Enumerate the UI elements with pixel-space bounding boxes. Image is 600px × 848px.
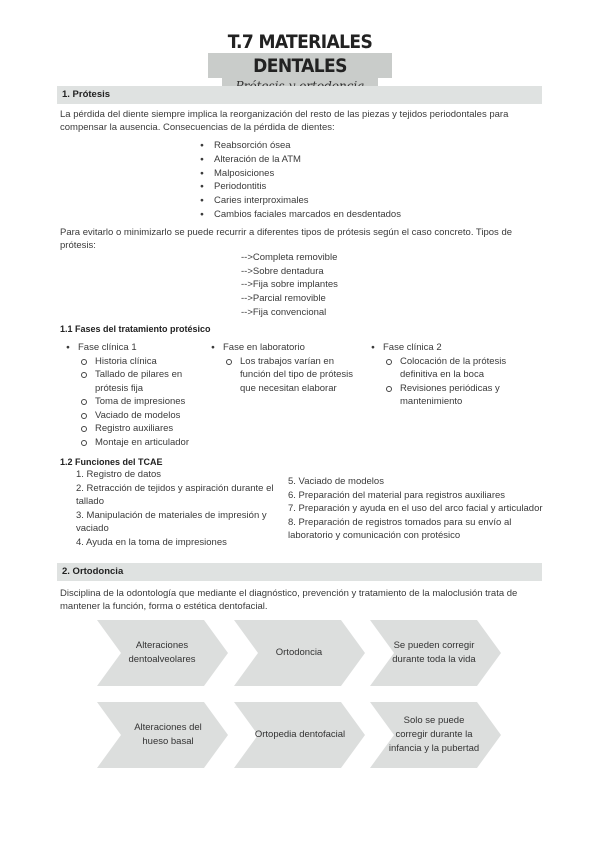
chevron-label: Se pueden corregir durante toda la vida: [392, 640, 476, 665]
list-item: ● Cambios faciales marcados en desdentados: [200, 208, 401, 222]
list-item: Historia clínica: [78, 355, 203, 369]
list-item: Toma de impresiones: [78, 395, 203, 409]
list-item: -->Fija convencional: [241, 306, 327, 318]
list-item: Los trabajos varían en función del tipo de prótesis que necesitan elaborar: [223, 355, 358, 396]
list-item: ● Malposiciones: [200, 167, 401, 181]
list-item: 6. Preparación del material para registros auxiliares: [288, 489, 506, 501]
section-heading-ortodoncia: 2. Ortodoncia: [57, 563, 542, 581]
types-intro: Para evitarlo o minimizarlo se puede recurrir a diferentes tipos de prótesis según el caso concreto. Tipos de prótesis:: [60, 227, 513, 251]
phase-title: ● Fase en laboratorio: [208, 341, 358, 355]
list-item: ● Alteración de la ATM: [200, 153, 401, 167]
list-item: 3. Manipulación de materiales de impresión y vaciado: [76, 509, 267, 535]
list-item: 7. Preparación y ayuda en el uso del arco facial y articulador: [288, 503, 543, 515]
chevron-label: Ortopedia dentofacial: [254, 729, 346, 740]
list-item: -->Fija sobre implantes: [241, 279, 338, 291]
chevron-label: Alteraciones dentoalveolares: [128, 640, 196, 665]
list-item: ● Periodontitis: [200, 180, 401, 194]
list-item: 5. Vaciado de modelos: [288, 476, 384, 487]
fases-heading: 1.1 Fases del tratamiento protésico: [60, 324, 211, 334]
list-item: Tallado de pilares en prótesis fija: [78, 368, 203, 395]
funciones-heading: 1.2 Funciones del TCAE: [60, 457, 163, 467]
ortodoncia-intro: Disciplina de la odontología que mediante el diagnóstico, prevención y tratamiento de la maloclusión trata de mantener la función, forma o estética dentofacial.: [60, 588, 518, 612]
list-item: Montaje en articulador: [78, 436, 203, 450]
list-item: Vaciado de modelos: [78, 409, 203, 423]
phase-title: ● Fase clínica 2: [368, 341, 518, 355]
list-item: 8. Preparación de registros tomados para su envío al laboratorio y comunicación con protésico: [288, 516, 512, 542]
list-item: 1. Registro de datos: [76, 469, 162, 480]
list-item: ● Caries interproximales: [200, 194, 401, 208]
section-heading-protesis: 1. Prótesis: [57, 86, 542, 104]
list-item: ● Reabsorción ósea: [200, 139, 401, 153]
list-item: Registro auxiliares: [78, 422, 203, 436]
protesis-intro: La pérdida del diente siempre implica la reorganización del resto de las piezas y tejidos periodontales para compensar la ausencia. Consecuencias de la pérdida de dientes:: [60, 109, 509, 133]
list-item: -->Sobre dentadura: [241, 265, 324, 277]
document-title: T.7 MATERIALES DENTALES: [208, 30, 392, 78]
list-item: 4. Ayuda en la toma de impresiones: [76, 536, 227, 548]
chevron-label: Alteraciones del hueso basal: [134, 722, 202, 747]
list-item: -->Parcial removible: [241, 293, 326, 305]
list-item: Colocación de la prótesis definitiva en la boca: [383, 355, 518, 382]
list-item: -->Completa removible: [241, 252, 338, 263]
chevron-label: Solo se puede corregir durante la infancia y la pubertad: [388, 715, 480, 754]
list-item: 2. Retracción de tejidos y aspiración durante el tallado: [76, 482, 274, 508]
chevron-label: Ortodoncia: [275, 647, 323, 658]
phase-title: ● Fase clínica 1: [63, 341, 203, 355]
list-item: Revisiones periódicas y mantenimiento: [383, 382, 518, 409]
